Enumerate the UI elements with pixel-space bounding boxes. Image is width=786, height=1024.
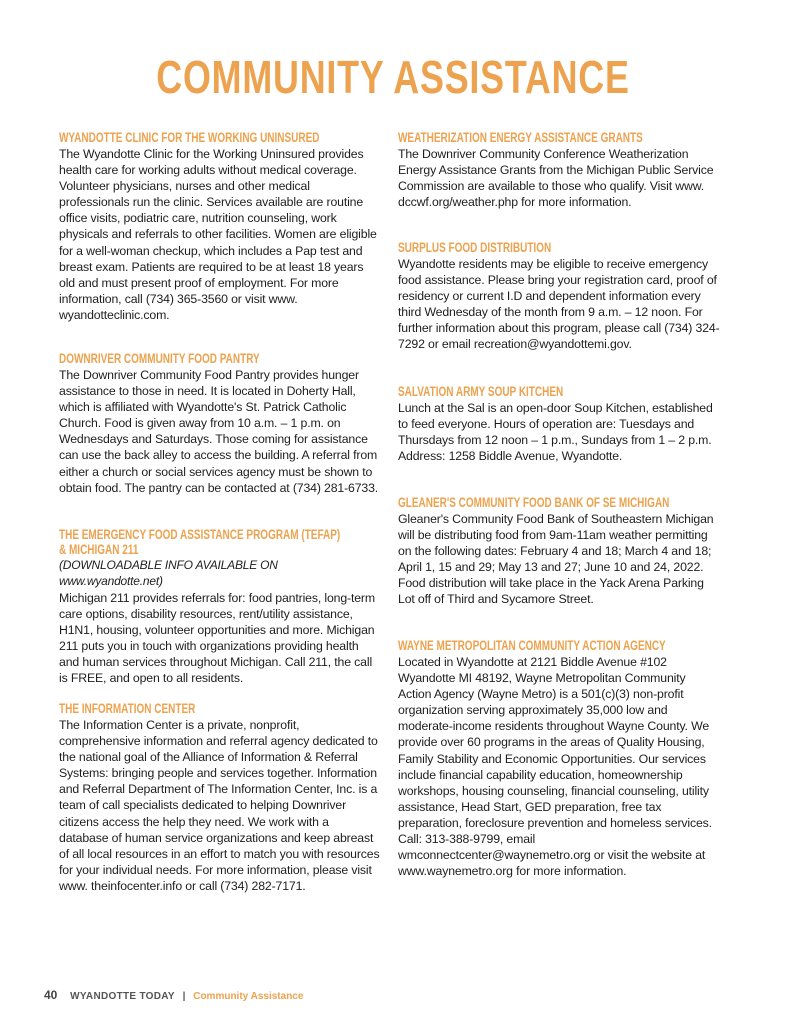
section-body: The Downriver Community Food Pantry provides hunger assistance to those in need. It is located in Doherty Hall, which is affiliated with Wyandotte's St. Patrick Catholic Church. Food is given away from 10 a.m. – 1 p.m. on Wednesdays and Saturdays. Those coming for assistance can use the back alley to access the building. A referral from either a church or social services agency must be shown to obtain food. The pantry can be contacted at (734) 281-6733. — [59, 368, 379, 495]
page-title: COMMUNITY ASSISTANCE — [156, 51, 630, 103]
section-heading: WAYNE METROPOLITAN COMMUNITY ACTION AGENCY — [398, 638, 666, 653]
section-surplus-food — [398, 240, 720, 353]
section-heading: SURPLUS FOOD DISTRIBUTION — [398, 240, 552, 255]
section-body: The Wyandotte Clinic for the Working Uninsured provides health care for working adults without medical coverage. Volunteer physicians, nurses and other medical professionals run the clinic. Services available are routine office visits, podiatric care, nutrition counseling, work physicals and referrals to other facilities. Women are eligible for a well-woman checkup, which includes a Pap test and breast exam. Patients are required to be at least 18 years old and must present proof of employment. For more information, call (734) 365-3560 or visit www. wyandotteclinic.com. — [59, 147, 377, 322]
section-body: Gleaner's Community Food Bank of Southeastern Michigan will be distributing food from 9am-11am weather permitting on the following dates: February 4 and 18; March 4 and 18; April 1, 15 and 29; May 13 and 27; June 10 and 24, 2022. Food distribution will take place in the Yack Arena Parking Lot off of Third and Sycamore Street. — [398, 512, 714, 607]
footer-separator: | — [182, 991, 186, 1002]
section-heading: WEATHERIZATION ENERGY ASSISTANCE GRANTS — [398, 130, 643, 145]
section-food-pantry — [59, 351, 381, 496]
footer-section-name: Community Assistance — [193, 991, 304, 1002]
section-body: Lunch at the Sal is an open-door Soup Kitchen, established to feed everyone. Hours of operation are: Tuesdays and Thursdays from 12 noon – 1 p.m., Sundays from 1 – 2 p.m. Address: 1258 Biddle Avenue, Wyandotte. — [398, 401, 713, 464]
section-heading-line2: & MICHIGAN 211 — [59, 542, 139, 557]
magazine-name: WYANDOTTE TODAY — [70, 991, 175, 1002]
section-heading: GLEANER'S COMMUNITY FOOD BANK OF SE MICHIGAN — [398, 495, 670, 510]
section-weatherization — [398, 130, 720, 210]
section-tefap — [59, 527, 381, 687]
section-body: The Downriver Community Conference Weatherization Energy Assistance Grants from the Michigan Public Service Commission are available to those who qualify. Visit www. dccwf.org/weather.php for more information. — [398, 147, 714, 210]
section-heading: THE EMERGENCY FOOD ASSISTANCE PROGRAM (TEFAP) — [59, 527, 341, 542]
section-wyandotte-clinic — [59, 130, 381, 323]
section-heading: THE INFORMATION CENTER — [59, 701, 196, 716]
section-salvation-army — [398, 384, 720, 464]
page-number: 40 — [44, 988, 58, 1002]
section-information-center — [59, 701, 381, 894]
section-body: The Information Center is a private, nonprofit, comprehensive information and referral agency dedicated to the national goal of the Alliance of Information & Referral Systems: bringing people and services together. Information and Referral Department of The Information Center, Inc. is a team of call specialists dedicated to helping Downriver citizens access the help they need. We work with a database of human service organizations and keep abreast of all local resources in an effort to match you with resources for your individual needs. For more information, please visit www. theinfocenter.info or call (734) 282-7171. — [59, 718, 380, 893]
section-body: Located in Wyandotte at 2121 Biddle Avenue #102 Wyandotte MI 48192, Wayne Metropolitan Community Action Agency (Wayne Metro) is a 501(c)(3) non-profit organization serving approximately 35,000 low and moderate-income residents throughout Wayne County. We provide over 60 programs in the areas of Quality Housing, Family Stability and Economic Opportunities. Our services include financial capability education, homeownership workshops, housing counseling, financial counseling, utility assistance, Head Start, GED preparation, free tax preparation, foreclosure prevention and homeless services. Call: 313-388-9799, email wmconnectcenter@waynemetro.org or visit the website at www.waynemetro.org for more information. — [398, 655, 712, 879]
section-wayne-metro — [398, 638, 720, 879]
section-body: Michigan 211 provides referrals for: food pantries, long-term care options, disability resources, rent/utility assistance, H1N1, housing, volunteer opportunities and more. Michigan 211 puts you in touch with organizations providing health and human services throughout Michigan. Call 211, the call is FREE, and open to all residents. — [59, 591, 375, 686]
section-heading: WYANDOTTE CLINIC FOR THE WORKING UNINSURED — [59, 130, 320, 145]
page-footer — [44, 988, 303, 1002]
section-heading: DOWNRIVER COMMUNITY FOOD PANTRY — [59, 351, 260, 366]
section-heading: SALVATION ARMY SOUP KITCHEN — [398, 384, 564, 399]
section-gleaners — [398, 495, 720, 608]
download-note: (DOWNLOADABLE INFO AVAILABLE ON www.wyandotte.net) — [59, 558, 278, 588]
section-body: Wyandotte residents may be eligible to receive emergency food assistance. Please bring your registration card, proof of residency or current I.D and dependent information every third Wednesday of the month from 9 a.m. – 12 noon. For further information about this program, please call (734) 324-7292 or email recreation@wyandottemi.gov. — [398, 257, 720, 352]
